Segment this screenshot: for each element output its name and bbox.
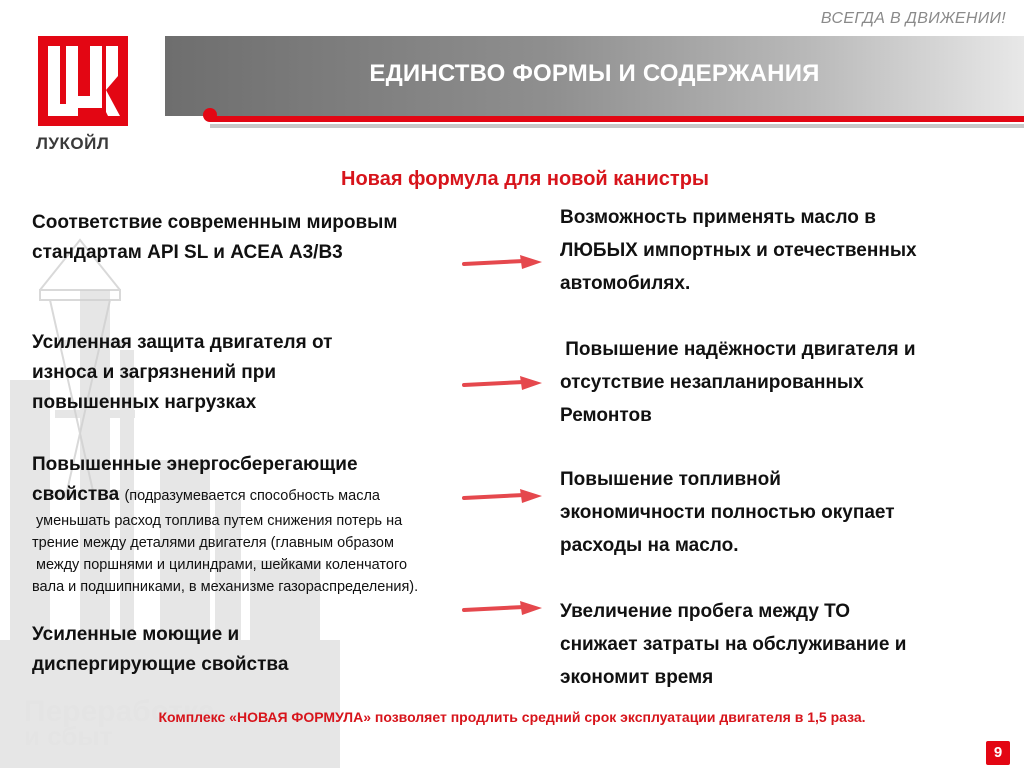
right-item-line: отсутствие незапланированных bbox=[560, 372, 864, 393]
arrow-right-icon bbox=[462, 375, 544, 393]
right-item-line: Ремонтов bbox=[560, 405, 652, 426]
right-item-line: Повышение топливной bbox=[560, 469, 781, 490]
left-item-line: Повышенные энергосберегающие bbox=[32, 454, 358, 475]
right-item-line: ЛЮБЫХ импортных и отечественных bbox=[560, 240, 917, 261]
left-item-note-line: вала и подшипниками, в механизме газораспределения). bbox=[32, 579, 419, 595]
left-item-4 bbox=[32, 620, 288, 680]
header-band bbox=[165, 36, 1024, 116]
arrow-right-icon bbox=[462, 488, 544, 506]
header-red-line bbox=[210, 116, 1024, 122]
left-item-note-line: между поршнями и цилиндрами, шейками коленчатого bbox=[32, 557, 408, 573]
right-item-4 bbox=[560, 595, 1020, 694]
left-item-line: Соответствие современным мировым bbox=[32, 212, 398, 233]
right-item-line: автомобилях. bbox=[560, 273, 691, 294]
header-red-dot bbox=[203, 108, 217, 122]
right-item-line: расходы на масло. bbox=[560, 535, 739, 556]
left-item-note-line: (подразумевается способность масла bbox=[124, 488, 380, 504]
lukoil-logo-text: ЛУКОЙЛ bbox=[36, 134, 110, 153]
right-item-line: экономит время bbox=[560, 667, 714, 688]
left-item-line: Усиленные моющие и bbox=[32, 624, 240, 645]
left-item-line: Усиленная защита двигателя от bbox=[32, 332, 333, 353]
right-item-2 bbox=[560, 333, 1020, 432]
subtitle: Новая формула для новой канистры bbox=[341, 168, 709, 190]
left-item-line: износа и загрязнений при bbox=[32, 362, 277, 383]
lukoil-logo-mark bbox=[38, 36, 128, 126]
arrow-right-icon bbox=[462, 254, 544, 272]
arrow-right-icon bbox=[462, 600, 544, 618]
left-item-line: повышенных нагрузках bbox=[32, 392, 257, 413]
page-title: ЕДИНСТВО ФОРМЫ И СОДЕРЖАНИЯ bbox=[369, 60, 820, 87]
lukoil-logo bbox=[38, 36, 128, 128]
left-item-lead: свойства bbox=[32, 484, 120, 505]
page-number: 9 bbox=[986, 741, 1010, 765]
brand-line-2: и сбыт bbox=[24, 721, 113, 751]
right-item-line: экономичности полностью окупает bbox=[560, 502, 895, 523]
left-item-note-line: трение между деталями двигателя (главным образом bbox=[32, 535, 394, 551]
brand-line-1: Переработка bbox=[24, 695, 215, 728]
header-grey-line bbox=[210, 124, 1024, 128]
footer-summary: Комплекс «НОВАЯ ФОРМУЛА» позволяет продлить средний срок эксплуатации двигателя в 1,5 раза. bbox=[158, 709, 866, 725]
right-item-1 bbox=[560, 201, 1020, 300]
tagline: ВСЕГДА В ДВИЖЕНИИ! bbox=[820, 10, 1006, 27]
right-item-line: Увеличение пробега между ТО bbox=[560, 601, 851, 622]
left-item-1 bbox=[32, 208, 397, 268]
right-item-line: Возможность применять масло в bbox=[560, 207, 876, 228]
left-item-note-line: уменьшать расход топлива путем снижения потерь на bbox=[32, 513, 403, 529]
left-item-2 bbox=[32, 328, 332, 418]
right-item-line: снижает затраты на обслуживание и bbox=[560, 634, 907, 655]
right-item-line: Повышение надёжности двигателя и bbox=[560, 339, 916, 360]
left-item-3 bbox=[32, 450, 418, 598]
left-item-line: стандартам API SL и АСЕА А3/В3 bbox=[32, 242, 343, 263]
left-item-line: диспергирующие свойства bbox=[32, 654, 289, 675]
right-item-3 bbox=[560, 463, 1020, 562]
